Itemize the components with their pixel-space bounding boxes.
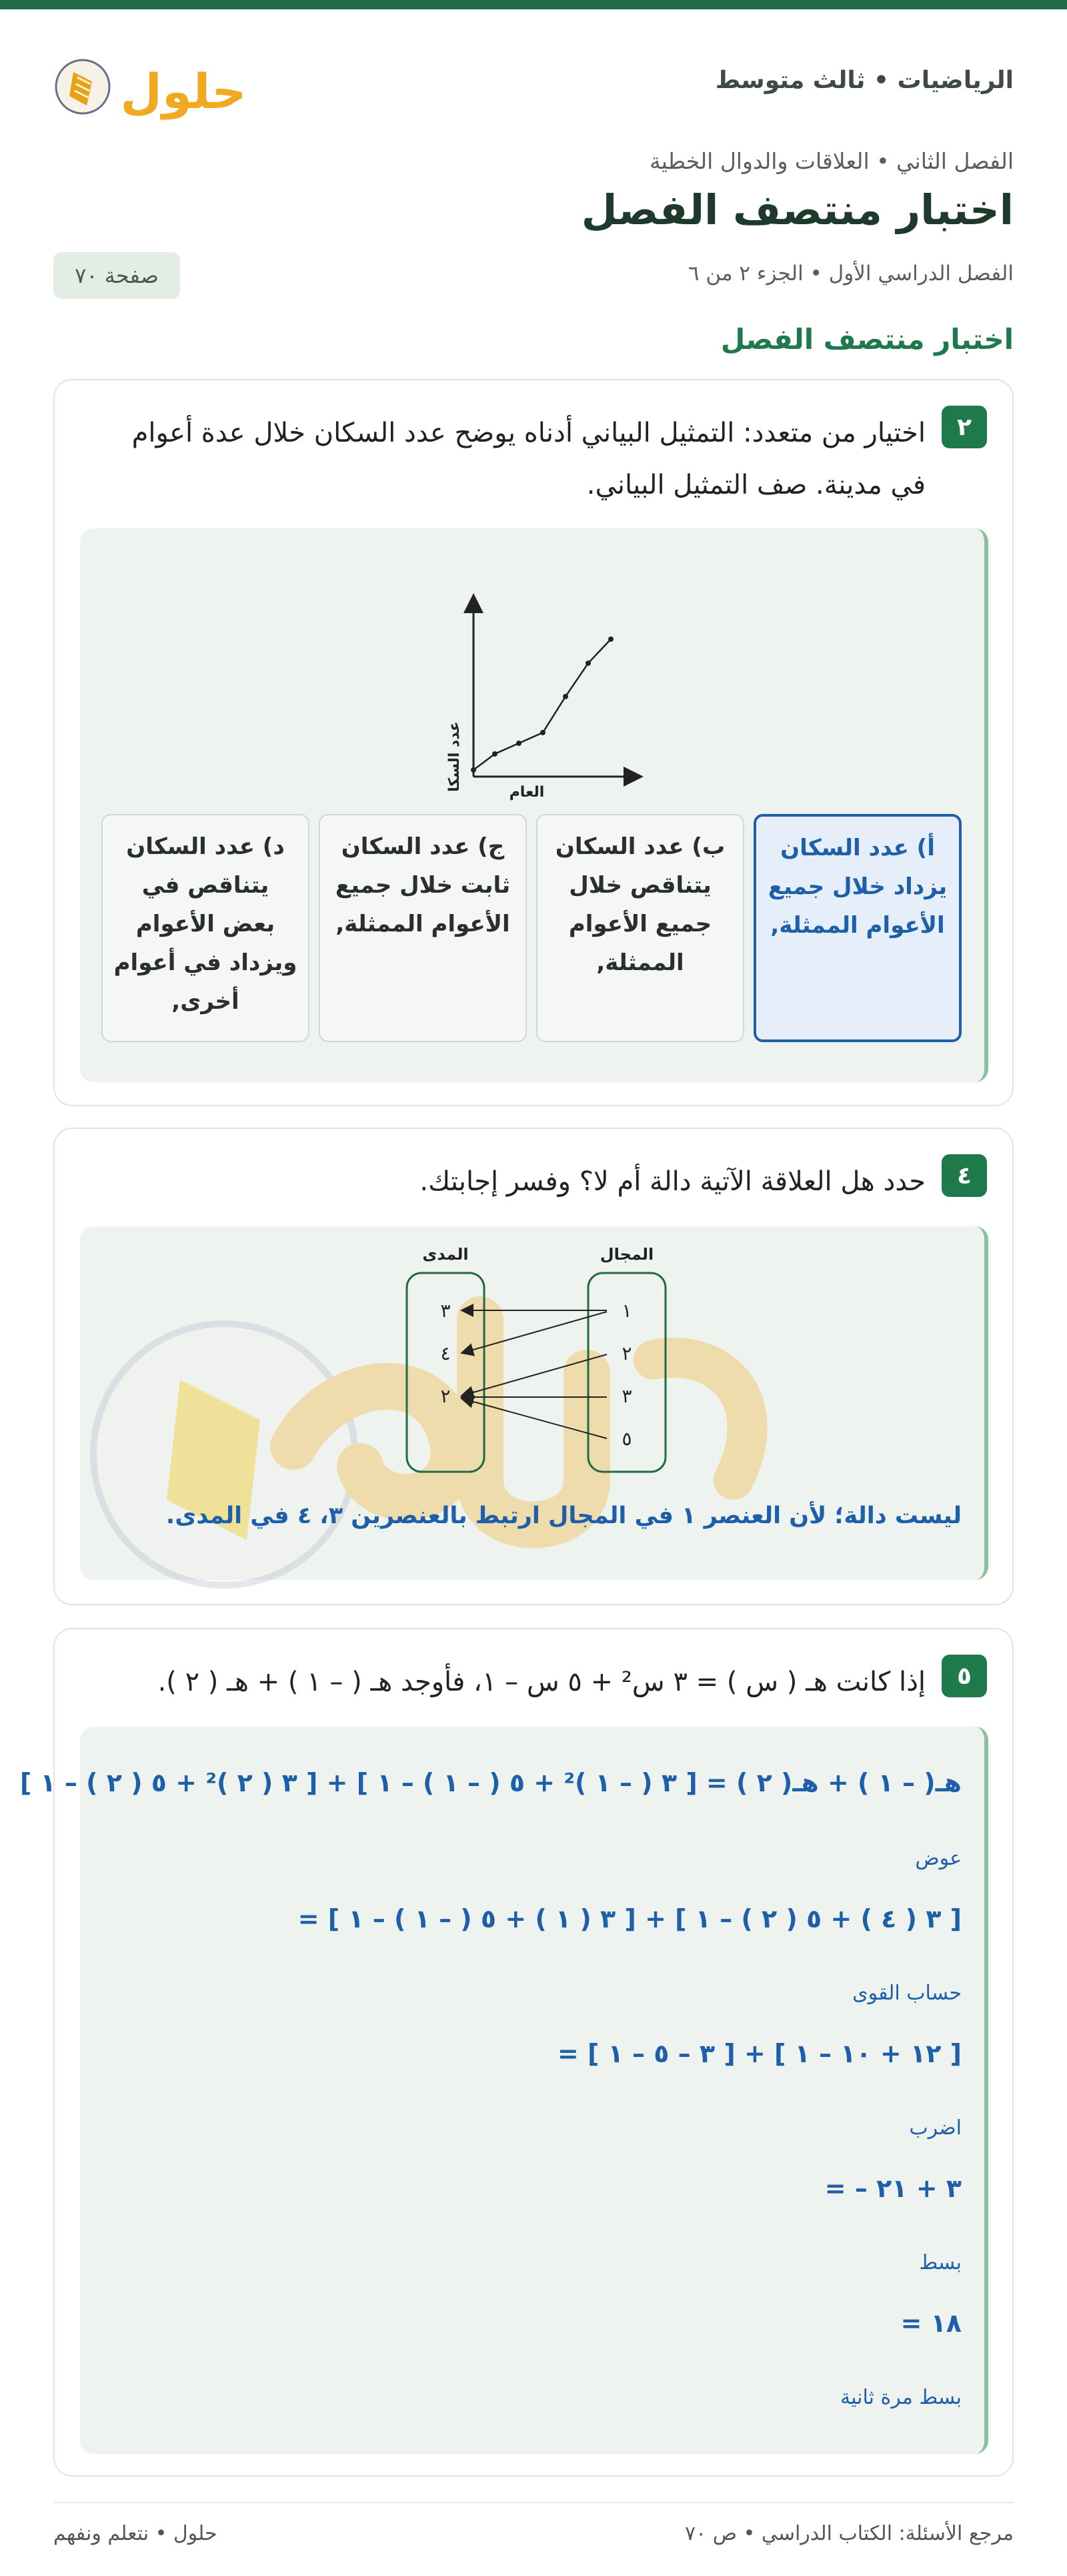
section-title: اختبار منتصف الفصل [720, 323, 1014, 356]
step-note: بسط [919, 2251, 962, 2274]
question-text: حدد هل العلاقة الآتية دالة أم لا؟ وفسر إجابتك. [419, 1166, 926, 1197]
question-number: ٢ [942, 406, 987, 448]
step-expression: = [ ٣ – ٥ – ١ ] + [ ١٢ + ١٠ – ١ ] [557, 2039, 962, 2068]
answer-panel [80, 1226, 988, 1580]
domain-label: المجال [600, 1245, 654, 1264]
top-accent-bar [0, 0, 1067, 9]
population-line [473, 639, 611, 770]
breadcrumb: الفصل الثاني • العلاقات والدوال الخطية [650, 148, 1014, 174]
step-expression: = ١٨ [900, 2308, 962, 2338]
footer-source: مرجع الأسئلة: الكتاب الدراسي • ص ٧٠ [685, 2522, 1014, 2545]
question-number: ٤ [942, 1154, 987, 1197]
step-expression: = [ ٣ ( ١ ) + ٥ ( – ١ ) – ١ ] + [ ٣ ( ٤ ) + ٥ ( ٢ ) – ١ ] [297, 1904, 962, 1934]
question-text: إذا كانت هـ ( س ) = ٣ س² + ٥ س – ١، فأوجد هـ ( – ١ ) + هـ ( ٢ ). [157, 1667, 926, 1697]
range-value: ٤ [440, 1342, 451, 1364]
step-note: اضرب [909, 2116, 962, 2140]
option-a[interactable]: أ) عدد السكان يزداد خلال جميع الأعوام الممثلة, [754, 814, 962, 1042]
domain-value: ٢ [622, 1342, 632, 1364]
option-c[interactable]: ج) عدد السكان ثابت خلال جميع الأعوام الممثلة, [319, 814, 527, 1042]
range-value: ٢ [440, 1385, 451, 1407]
header [53, 40, 1014, 133]
domain-value: ١ [622, 1300, 632, 1322]
graph-y-label: عدد السكا [446, 721, 463, 792]
graph-x-label: العام [509, 784, 545, 801]
range-value: ٣ [440, 1300, 451, 1322]
range-label: المدى [422, 1245, 469, 1264]
page-badge: صفحة ٧٠ [53, 252, 180, 299]
footer-brand: حلول • نتعلم ونفهم [53, 2522, 217, 2545]
step-note: عوض [915, 1847, 962, 1870]
step-expression: = – ٣ + ٢١ [824, 2174, 962, 2203]
question-card-5 [19, 1628, 1014, 2477]
logo-text: حلول [120, 63, 247, 119]
step-note: حساب القوى [852, 1982, 962, 2005]
domain-value: ٥ [622, 1428, 632, 1450]
solution-panel [19, 1727, 988, 2454]
option-d[interactable]: د) عدد السكان يتناقص في بعض الأعوام ويزداد في أعوام أخرى, [101, 814, 309, 1042]
logo [53, 40, 253, 133]
step-expression: هـ( – ١ ) + هـ( ٢ ) = [ ٣ ( – ١ )² + ٥ ( – ١ ) – ١ ] + [ ٣ ( ٢ )² + ٥ ( ٢ ) – ١ ] [19, 1768, 962, 1797]
question-text: اختيار من متعدد: التمثيل البياني أدناه يوضح عدد السكان خلال عدة أعوام في مدينة. صف التمثيل البياني. [131, 418, 926, 500]
page-title: اختبار منتصف الفصل [581, 185, 1014, 234]
step-note: بسط مرة ثانية [840, 2386, 962, 2409]
mapping-diagram [393, 1236, 674, 1476]
domain-value: ٣ [622, 1385, 632, 1407]
population-graph [420, 556, 660, 810]
answer-panel [80, 528, 988, 1082]
option-b[interactable]: ب) عدد السكان يتناقص خلال جميع الأعوام الممثلة, [536, 814, 744, 1042]
term-info: الفصل الدراسي الأول • الجزء ٢ من ٦ [688, 262, 1014, 286]
answer-text: ليست دالة؛ لأن العنصر ١ في المجال ارتبط بالعنصرين ٣، ٤ في المدى. [165, 1502, 962, 1529]
footer-divider [53, 2502, 1014, 2503]
question-number: ٥ [942, 1655, 987, 1697]
question-card-2 [53, 379, 1014, 1106]
question-card-4 [53, 1128, 1014, 1605]
subject-label: الرياضيات • ثالث متوسط [715, 67, 1014, 94]
